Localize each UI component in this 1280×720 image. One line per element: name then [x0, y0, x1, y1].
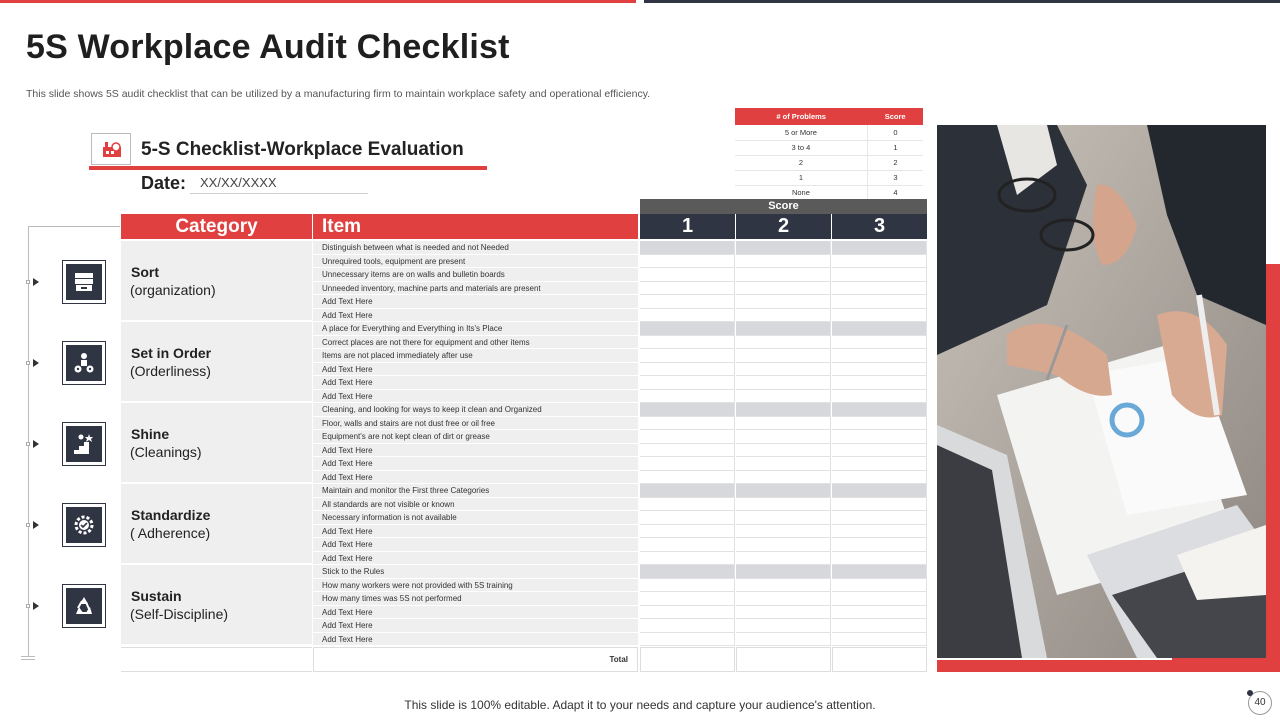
score-cell-3[interactable]	[832, 511, 927, 525]
score-cell-1[interactable]	[640, 633, 735, 647]
score-cell-1[interactable]	[640, 295, 735, 309]
score-cell-2[interactable]	[736, 376, 831, 390]
page-number-dot	[1247, 690, 1253, 696]
total-score-cell[interactable]	[640, 647, 735, 672]
date-label: Date:	[141, 173, 187, 193]
legend-cell: 1	[735, 170, 867, 185]
checklist-item: Add Text Here	[313, 444, 638, 458]
score-cell-3[interactable]	[832, 295, 927, 309]
score-cell-3[interactable]	[832, 282, 927, 296]
checklist-item: Correct places are not there for equipment and other items	[313, 336, 638, 350]
score-cell-1[interactable]	[640, 363, 735, 377]
checklist-item: Maintain and monitor the First three Categories	[313, 484, 638, 498]
checklist-item: A place for Everything and Everything in Its's Place	[313, 322, 638, 336]
legend-row	[735, 185, 923, 200]
total-label: Total	[313, 647, 638, 672]
score-cell-3[interactable]	[832, 322, 927, 336]
score-cell-1[interactable]	[640, 376, 735, 390]
score-cell-3[interactable]	[832, 336, 927, 350]
score-cell-3[interactable]	[832, 457, 927, 471]
score-cell-1[interactable]	[640, 484, 735, 498]
score-cell-2[interactable]	[736, 525, 831, 539]
score-cell-3[interactable]	[832, 403, 927, 417]
checklist-item: Add Text Here	[313, 390, 638, 404]
slide-subtitle: This slide shows 5S audit checklist that can be utilized by a manufacturing firm to maintain workplace safety and operational efficiency.	[26, 88, 651, 100]
cleaning-stairs-icon	[62, 422, 106, 466]
checklist-item: Add Text Here	[313, 471, 638, 485]
legend-cell: 1	[867, 140, 923, 155]
legend-cell: 4	[867, 185, 923, 200]
score-cell-1[interactable]	[640, 444, 735, 458]
legend-cell: 2	[867, 155, 923, 170]
score-cell-1[interactable]	[640, 579, 735, 593]
score-cell-1[interactable]	[640, 525, 735, 539]
timeline-arrow	[33, 521, 39, 529]
score-column-header-2: 2	[736, 214, 831, 239]
score-cell-2[interactable]	[736, 498, 831, 512]
category-cell-set-in-order	[121, 322, 312, 403]
score-cell-3[interactable]	[832, 606, 927, 620]
legend-cell: 3	[867, 170, 923, 185]
score-cell-2[interactable]	[736, 309, 831, 323]
checklist-item: Add Text Here	[313, 606, 638, 620]
timeline-arrow	[33, 359, 39, 367]
score-cell-2[interactable]	[736, 552, 831, 566]
score-cell-3[interactable]	[832, 363, 927, 377]
checklist-item: Add Text Here	[313, 525, 638, 539]
score-cell-1[interactable]	[640, 390, 735, 404]
score-cell-3[interactable]	[832, 619, 927, 633]
category-name: Shine	[131, 426, 170, 442]
score-cell-1[interactable]	[640, 565, 735, 579]
worker-arrange-icon	[62, 341, 106, 385]
legend-cell: 2	[735, 155, 867, 170]
checklist-item: Stick to the Rules	[313, 565, 638, 579]
gear-check-icon	[62, 503, 106, 547]
slide-title: 5S Workplace Audit Checklist	[26, 28, 510, 66]
score-cell-2[interactable]	[736, 430, 831, 444]
score-cell-3[interactable]	[832, 525, 927, 539]
category-name: Set in Order	[131, 345, 212, 361]
top-accent-bar-dark	[644, 0, 1280, 3]
score-cell-2[interactable]	[736, 268, 831, 282]
checklist-item: Distinguish between what is needed and not Needed	[313, 241, 638, 255]
score-cell-1[interactable]	[640, 498, 735, 512]
score-cell-2[interactable]	[736, 444, 831, 458]
category-subtitle: (Self-Discipline)	[130, 606, 229, 622]
score-cell-3[interactable]	[832, 417, 927, 431]
score-cell-2[interactable]	[736, 619, 831, 633]
legend-header-score: Score	[867, 108, 923, 125]
category-subtitle: ( Adherence)	[130, 525, 211, 541]
category-name: Standardize	[131, 507, 211, 523]
timeline-end-mark	[21, 656, 35, 657]
legend-header-problems: # of Problems	[735, 108, 867, 125]
score-cell-2[interactable]	[736, 390, 831, 404]
score-cell-1[interactable]	[640, 403, 735, 417]
checklist-item: Equipment's are not kept clean of dirt or grease	[313, 430, 638, 444]
score-cell-2[interactable]	[736, 282, 831, 296]
factory-icon	[91, 133, 131, 165]
score-cell-2[interactable]	[736, 633, 831, 647]
score-cell-1[interactable]	[640, 457, 735, 471]
score-cell-2[interactable]	[736, 403, 831, 417]
checklist-item: How many workers were not provided with 5S training	[313, 579, 638, 593]
score-cell-3[interactable]	[832, 268, 927, 282]
checklist-item: Add Text Here	[313, 457, 638, 471]
total-row-blank	[121, 647, 312, 672]
score-cell-3[interactable]	[832, 309, 927, 323]
score-cell-2[interactable]	[736, 579, 831, 593]
score-cell-2[interactable]	[736, 417, 831, 431]
score-cell-3[interactable]	[832, 255, 927, 269]
score-cell-2[interactable]	[736, 322, 831, 336]
checklist-item: How many times was 5S not performed	[313, 592, 638, 606]
legend-cell: 3 to 4	[735, 140, 867, 155]
timeline-connector	[28, 226, 120, 227]
score-cell-1[interactable]	[640, 511, 735, 525]
legend-cell: 0	[867, 125, 923, 140]
score-cell-3[interactable]	[832, 471, 927, 485]
score-cell-2[interactable]	[736, 484, 831, 498]
score-cell-1[interactable]	[640, 241, 735, 255]
timeline-arrow	[33, 440, 39, 448]
scoring-legend-table	[735, 108, 923, 201]
score-cell-3[interactable]	[832, 592, 927, 606]
score-cell-2[interactable]	[736, 363, 831, 377]
checklist-item: Add Text Here	[313, 363, 638, 377]
legend-row	[735, 125, 923, 140]
score-cell-3[interactable]	[832, 349, 927, 363]
score-cell-2[interactable]	[736, 349, 831, 363]
score-cell-2[interactable]	[736, 565, 831, 579]
checklist-item: Floor, walls and stairs are not dust free or oil free	[313, 417, 638, 431]
category-subtitle: (Orderliness)	[130, 363, 211, 379]
checklist-item: Add Text Here	[313, 376, 638, 390]
category-subtitle: (Cleanings)	[130, 444, 202, 460]
score-cell-1[interactable]	[640, 430, 735, 444]
category-name: Sustain	[131, 588, 182, 604]
category-cell-standardize	[121, 484, 312, 565]
score-cell-2[interactable]	[736, 511, 831, 525]
score-cell-2[interactable]	[736, 457, 831, 471]
category-name: Sort	[131, 264, 159, 280]
score-cell-3[interactable]	[832, 579, 927, 593]
score-cell-2[interactable]	[736, 241, 831, 255]
timeline-dot	[26, 523, 30, 527]
score-cell-2[interactable]	[736, 255, 831, 269]
score-cell-1[interactable]	[640, 592, 735, 606]
photo-accent-red-bottom	[937, 660, 1280, 672]
checklist-item: Unrequired tools, equipment are present	[313, 255, 638, 269]
score-cell-2[interactable]	[736, 538, 831, 552]
evaluation-title: 5-S Checklist-Workplace Evaluation	[141, 139, 464, 160]
score-cell-1[interactable]	[640, 471, 735, 485]
timeline-arrow	[33, 278, 39, 286]
score-cell-1[interactable]	[640, 282, 735, 296]
timeline-arrow	[33, 602, 39, 610]
page-number: 40	[1248, 691, 1272, 715]
score-cell-1[interactable]	[640, 322, 735, 336]
category-column-header: Category	[121, 214, 312, 239]
timeline-end-mark	[21, 659, 35, 660]
score-cell-3[interactable]	[832, 241, 927, 255]
score-cell-2[interactable]	[736, 606, 831, 620]
timeline-dot	[26, 442, 30, 446]
score-cell-1[interactable]	[640, 619, 735, 633]
footer-note: This slide is 100% editable. Adapt it to your needs and capture your audience's attention.	[404, 698, 876, 712]
score-cell-1[interactable]	[640, 255, 735, 269]
checklist-item: Add Text Here	[313, 309, 638, 323]
score-cell-3[interactable]	[832, 484, 927, 498]
checklist-item: Items are not placed immediately after use	[313, 349, 638, 363]
score-cell-3[interactable]	[832, 430, 927, 444]
score-column-header-3: 3	[832, 214, 927, 239]
date-field[interactable]: XX/XX/XXXX	[200, 175, 277, 190]
checklist-item: Unneeded inventory, machine parts and materials are present	[313, 282, 638, 296]
category-subtitle: (organization)	[130, 282, 216, 298]
timeline-dot	[26, 604, 30, 608]
score-cell-1[interactable]	[640, 538, 735, 552]
checklist-item: Cleaning, and looking for ways to keep it clean and Organized	[313, 403, 638, 417]
checklist-item: Add Text Here	[313, 295, 638, 309]
category-cell-shine	[121, 403, 312, 484]
score-cell-3[interactable]	[832, 390, 927, 404]
legend-row	[735, 140, 923, 155]
score-cell-3[interactable]	[832, 565, 927, 579]
category-cell-sort	[121, 241, 312, 322]
score-cell-1[interactable]	[640, 268, 735, 282]
category-cell-sustain	[121, 565, 312, 646]
timeline-dot	[26, 280, 30, 284]
score-cell-2[interactable]	[736, 336, 831, 350]
score-cell-1[interactable]	[640, 417, 735, 431]
total-score-cell[interactable]	[736, 647, 831, 672]
business-meeting-photo	[937, 125, 1266, 658]
score-cell-1[interactable]	[640, 309, 735, 323]
checklist-item: All standards are not visible or known	[313, 498, 638, 512]
score-cell-1[interactable]	[640, 336, 735, 350]
timeline-line	[28, 226, 29, 656]
checklist-item: Add Text Here	[313, 619, 638, 633]
date-underline	[190, 193, 368, 194]
legend-cell: 5 or More	[735, 125, 867, 140]
checklist-item: Add Text Here	[313, 633, 638, 647]
score-cell-3[interactable]	[832, 633, 927, 647]
evaluation-underline	[89, 166, 487, 170]
score-cell-2[interactable]	[736, 295, 831, 309]
legend-row	[735, 170, 923, 185]
score-cell-2[interactable]	[736, 592, 831, 606]
archive-box-icon	[62, 260, 106, 304]
score-column-header-1: 1	[640, 214, 735, 239]
score-banner: Score	[640, 199, 927, 214]
score-cell-1[interactable]	[640, 349, 735, 363]
score-cell-1[interactable]	[640, 606, 735, 620]
score-cell-3[interactable]	[832, 552, 927, 566]
legend-cell: None	[735, 185, 867, 200]
score-cell-3[interactable]	[832, 376, 927, 390]
total-score-cell[interactable]	[832, 647, 927, 672]
recycle-icon	[62, 584, 106, 628]
checklist-item: Add Text Here	[313, 538, 638, 552]
timeline-dot	[26, 361, 30, 365]
top-accent-bar-red	[0, 0, 636, 3]
score-cell-3[interactable]	[832, 498, 927, 512]
checklist-item: Unnecessary items are on walls and bulletin boards	[313, 268, 638, 282]
item-column-header: Item	[313, 214, 638, 239]
checklist-item: Add Text Here	[313, 552, 638, 566]
score-cell-3[interactable]	[832, 538, 927, 552]
score-cell-2[interactable]	[736, 471, 831, 485]
checklist-item: Necessary information is not available	[313, 511, 638, 525]
score-cell-1[interactable]	[640, 552, 735, 566]
legend-row	[735, 155, 923, 170]
score-cell-3[interactable]	[832, 444, 927, 458]
